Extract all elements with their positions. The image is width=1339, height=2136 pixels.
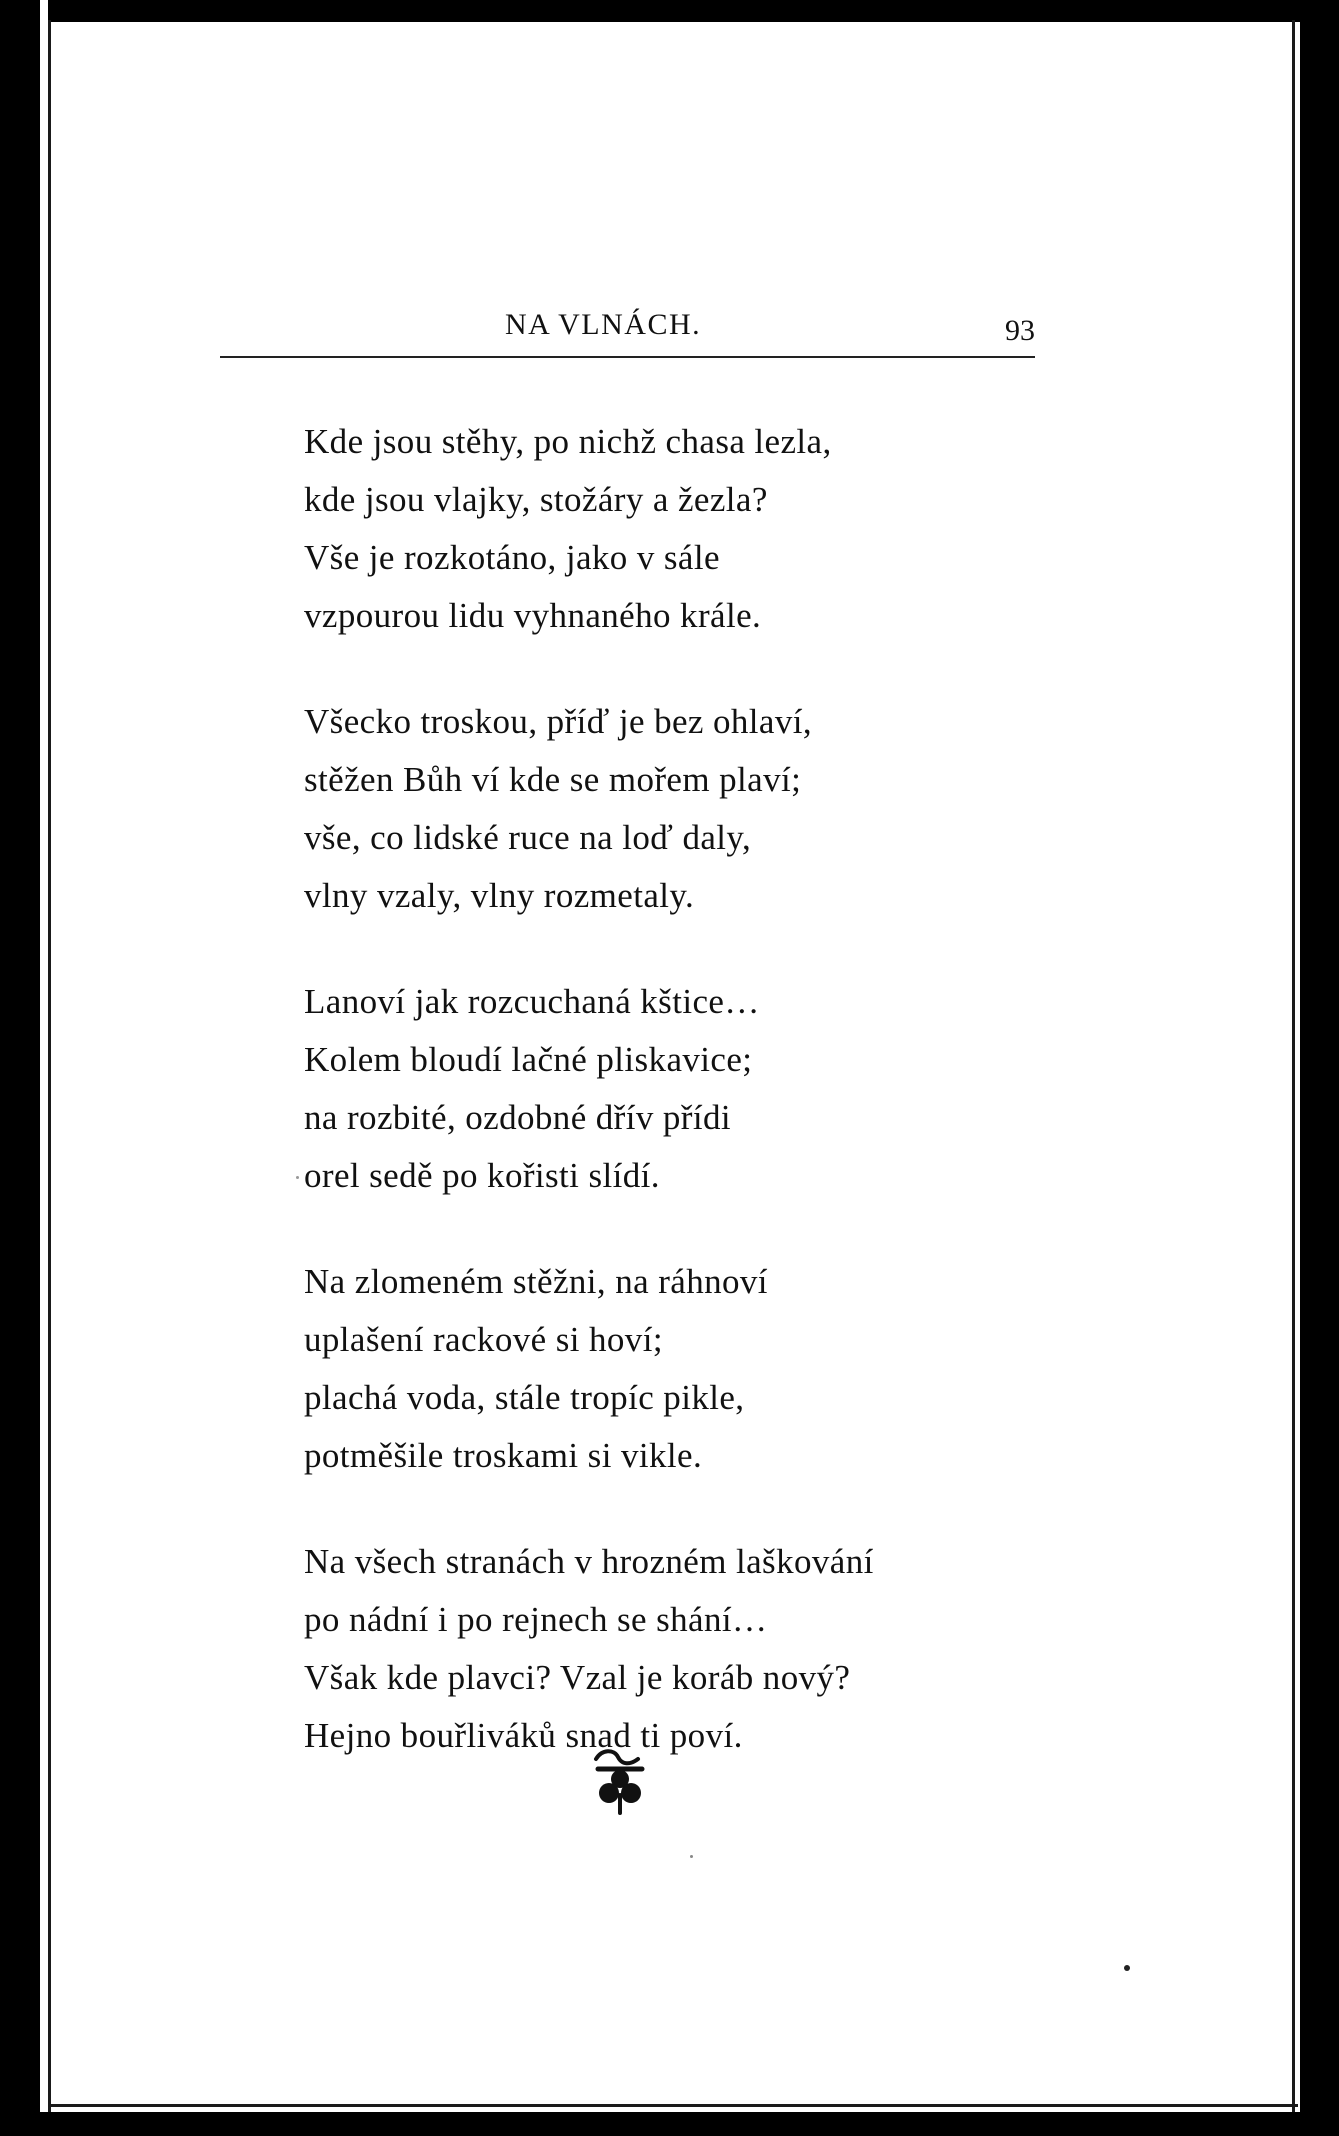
stanza-3 <box>304 973 1064 1205</box>
scan-speck <box>1124 1965 1130 1971</box>
verse-line: Všecko troskou, příď je bez ohlaví, <box>304 702 813 741</box>
stanza-5 <box>304 1533 1064 1765</box>
stanza-1 <box>304 413 1064 645</box>
verse-line: plachá voda, stále tropíc pikle, <box>304 1378 745 1417</box>
verse-line: stěžen Bůh ví kde se mořem plaví; <box>304 760 802 799</box>
scan-edge-left-line <box>48 20 51 2136</box>
verse-line: vzpourou lidu vyhnaného krále. <box>304 596 762 635</box>
verse-line: Kde jsou stěhy, po nichž chasa lezla, <box>304 422 832 461</box>
scan-edge-bottom <box>0 2112 1339 2136</box>
running-title: NA VLNÁCH. <box>505 308 702 341</box>
scan-edge-bottom-line <box>48 2104 1298 2107</box>
scan-edge-left-gap <box>40 0 48 2136</box>
verse-line: po nádní i po rejnech se shání… <box>304 1600 768 1639</box>
stanza-2 <box>304 693 1064 925</box>
header-rule <box>220 356 1035 358</box>
verse-line: vše, co lidské ruce na loď daly, <box>304 818 752 857</box>
verse-line: potměšile troskami si vikle. <box>304 1436 703 1475</box>
verse-line: Lanoví jak rozcuchaná kštice… <box>304 982 760 1021</box>
running-header <box>220 308 1035 358</box>
verse-line: Na zlomeném stěžni, na ráhnoví <box>304 1262 768 1301</box>
stanza-4 <box>304 1253 1064 1485</box>
scan-speck <box>296 1176 299 1179</box>
verse-line: orel sedě po kořisti slídí. <box>304 1156 660 1195</box>
scan-edge-left <box>0 0 40 2136</box>
clover-ornament-icon <box>590 1745 650 1817</box>
verse-line: kde jsou vlajky, stožáry a žezla? <box>304 480 768 519</box>
scan-edge-top <box>0 0 1339 22</box>
verse-line: Vše je rozkotáno, jako v sále <box>304 538 720 577</box>
verse-line: vlny vzaly, vlny rozmetaly. <box>304 876 695 915</box>
scan-edge-right-line <box>1292 20 1295 2136</box>
poem-body <box>304 413 1064 1813</box>
verse-line: Hejno bouřliváků snad ti poví. <box>304 1716 743 1755</box>
scan-edge-right <box>1300 0 1339 2136</box>
scan-speck <box>690 1855 693 1858</box>
page-number: 93 <box>1005 314 1035 347</box>
verse-line: Však kde plavci? Vzal je koráb nový? <box>304 1658 851 1697</box>
verse-line: Kolem bloudí lačné pliskavice; <box>304 1040 753 1079</box>
verse-line: uplašení rackové si hoví; <box>304 1320 663 1359</box>
verse-line: Na všech stranách v hrozném laškování <box>304 1542 874 1581</box>
verse-line: na rozbité, ozdobné dřív přídi <box>304 1098 732 1137</box>
